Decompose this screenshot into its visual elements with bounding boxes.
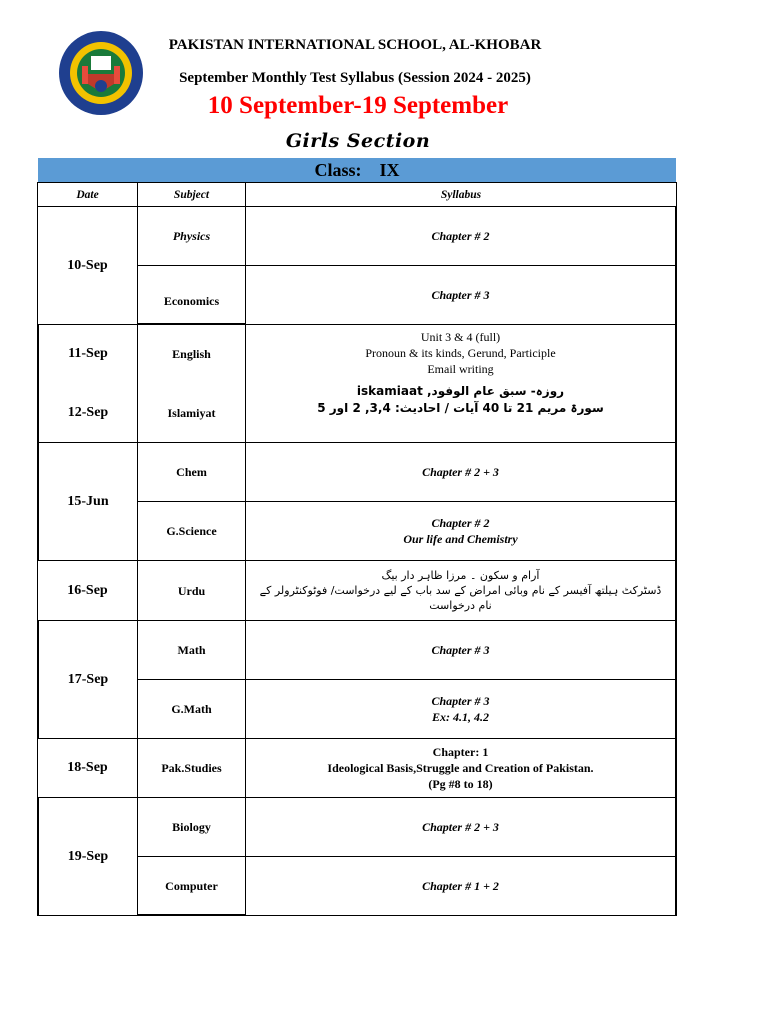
subject-gmath: G.Math bbox=[137, 679, 246, 739]
subject-math: Math bbox=[137, 620, 246, 680]
subjects-english-islamiyat bbox=[137, 324, 246, 443]
subject-computer: Computer bbox=[137, 856, 246, 916]
date-16-sep: 16-Sep bbox=[37, 560, 138, 621]
syllabus-gmath: Chapter # 3 Ex: 4.1, 4.2 bbox=[245, 679, 677, 739]
syllabus-gscience: Chapter # 2 Our life and Chemistry bbox=[245, 501, 677, 561]
syllabus-urdu bbox=[245, 560, 677, 621]
class-value: IX bbox=[379, 160, 400, 180]
dates-11-12-sep bbox=[37, 324, 138, 443]
syllabus-islamiyat-line-1: روزہ- سبق عام الوفود, iskamiaat bbox=[356, 384, 565, 398]
subject-english: English bbox=[172, 347, 211, 362]
syllabus-islamiyat-line-2: سورۃ مریم 21 تا 40 آیات / احادیث: 3,4, 2 اور 5 bbox=[317, 401, 604, 415]
syllabus-english-line-2: Pronoun & its kinds, Gerund, Participle bbox=[365, 346, 556, 360]
syllabus-computer: Chapter # 1 + 2 bbox=[245, 856, 677, 916]
syllabus-english-line-3: Email writing bbox=[427, 362, 494, 376]
subject-chem: Chem bbox=[137, 442, 246, 502]
syllabus-biology: Chapter # 2 + 3 bbox=[245, 797, 677, 857]
subject-pakstudies: Pak.Studies bbox=[137, 738, 246, 798]
syllabus-math: Chapter # 3 bbox=[245, 620, 677, 680]
subject-urdu: Urdu bbox=[137, 560, 246, 621]
syllabus-urdu-line-2: ڈسٹرکٹ ہیلتھ آفیسر کے نام وبائی امراض کے سد باب کے لیے درخواست/ فوٹوکنٹرولر کے نام درخواست bbox=[259, 584, 662, 612]
syllabus-pakstudies: Chapter: 1 Ideological Basis,Struggle and Creation of Pakistan. (Pg #8 to 18) bbox=[245, 738, 677, 798]
header-date: Date bbox=[37, 182, 138, 207]
syllabus-chem: Chapter # 2 + 3 bbox=[245, 442, 677, 502]
subject-islamiyat: Islamiyat bbox=[167, 405, 216, 420]
date-18-sep: 18-Sep bbox=[37, 738, 138, 798]
date-15-jun: 15-Jun bbox=[37, 442, 138, 561]
subject-economics: Economics bbox=[137, 265, 246, 325]
syllabus-physics: Chapter # 2 bbox=[245, 206, 677, 266]
section-title: Girls Section bbox=[285, 130, 431, 152]
header-subject: Subject bbox=[137, 182, 246, 207]
header-syllabus: Syllabus bbox=[245, 182, 677, 207]
date-range-title: 10 September-19 September bbox=[207, 92, 509, 119]
syllabus-economics: Chapter # 3 bbox=[245, 265, 677, 325]
syllabus-english-islamiyat bbox=[245, 324, 677, 443]
date-19-sep: 19-Sep bbox=[37, 797, 138, 916]
session-title: September Monthly Test Syllabus (Session 2024 - 2025) bbox=[179, 70, 531, 86]
date-17-sep: 17-Sep bbox=[37, 620, 138, 739]
syllabus-urdu-line-1: آرام و سکون ۔ مرزا ظاہر دار بیگ bbox=[381, 569, 540, 582]
subject-gscience: G.Science bbox=[137, 501, 246, 561]
class-label: Class: bbox=[314, 160, 362, 180]
class-bar bbox=[38, 158, 676, 182]
date-10-sep: 10-Sep bbox=[37, 206, 138, 325]
school-name: PAKISTAN INTERNATIONAL SCHOOL, AL-KHOBAR bbox=[168, 37, 542, 53]
subject-biology: Biology bbox=[137, 797, 246, 857]
subject-physics: Physics bbox=[137, 206, 246, 266]
syllabus-english-line-1: Unit 3 & 4 (full) bbox=[420, 330, 501, 344]
date-11-sep: 11-Sep bbox=[68, 346, 108, 362]
date-12-sep: 12-Sep bbox=[67, 404, 109, 420]
